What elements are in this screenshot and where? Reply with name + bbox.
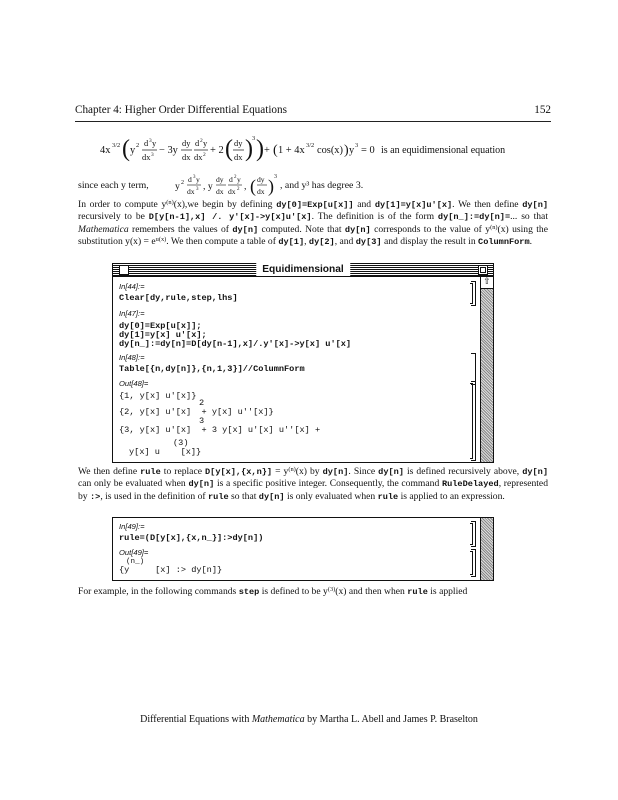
text-span: (x),we begin by defining [173, 199, 273, 210]
text-span: . We then define [452, 199, 519, 210]
text-span: . [529, 236, 533, 248]
text-span: corresponds to the value of y [374, 223, 491, 235]
text-span: In order to compute y [78, 199, 167, 210]
svg-text:− 3y: − 3y [159, 145, 178, 156]
input-code[interactable]: dy[1]=y[x] u'[x]; [119, 330, 207, 340]
notebook-content[interactable] [113, 518, 493, 580]
svg-text:d: d [144, 139, 149, 148]
svg-text:dx: dx [228, 187, 236, 196]
text-span: We then define [78, 466, 138, 477]
window-title: Equidimensional [256, 263, 350, 276]
svg-text:(: ( [225, 136, 233, 162]
text-span: = y [275, 466, 289, 477]
page-number: 152 [534, 104, 551, 116]
svg-text:2: 2 [234, 175, 237, 180]
svg-text:dx: dx [187, 187, 195, 196]
degree-terms [175, 172, 293, 198]
svg-text:+: + [264, 145, 270, 156]
output-line: {2, y[x] u'[x] + y[x] u''[x]} [119, 407, 274, 417]
vertical-scrollbar[interactable] [480, 277, 493, 462]
svg-text:3: 3 [355, 142, 359, 149]
svg-text:1 + 4x: 1 + 4x [278, 145, 305, 156]
svg-text:): ) [344, 143, 349, 158]
code-span: dy[n] [322, 467, 349, 477]
display-equation [100, 128, 530, 172]
text-span: can only be evaluated when [78, 478, 186, 490]
text-sup: u(x) [155, 236, 167, 244]
input-code[interactable]: dy[n_]:=dy[n]=D[dy[n-1],x]/.y'[x]->y[x] u'[x] [119, 339, 352, 349]
svg-text:(: ( [250, 176, 256, 196]
code-span: ColumnForm [478, 237, 530, 248]
svg-text:): ) [245, 136, 253, 162]
svg-text:+ 2: + 2 [210, 145, 224, 156]
window-titlebar[interactable] [113, 264, 493, 277]
output-exponent: (n_) [126, 558, 145, 566]
text-span: (x) by [295, 466, 320, 477]
since-prefix: since each y term, [78, 180, 149, 191]
svg-text:= 0: = 0 [361, 145, 375, 156]
paragraph-2 [78, 466, 548, 503]
output-line: {3, y[x] u'[x] + 3 y[x] u'[x] u''[x] + [119, 425, 321, 435]
code-span: dy[n] [522, 200, 549, 210]
svg-text:dx: dx [194, 153, 203, 162]
svg-text:cos(x): cos(x) [317, 145, 343, 156]
text-span: is defined recursively above, [407, 466, 520, 477]
output-exponent: (3) [173, 438, 189, 448]
text-span: is applied [430, 586, 468, 597]
input-code[interactable]: Table[{n,dy[n]},{n,1,3}]//ColumnForm [119, 364, 305, 374]
svg-text:d: d [229, 175, 233, 184]
svg-text:dx: dx [216, 187, 224, 196]
text-span: , represented by [78, 478, 548, 502]
svg-text:y: y [349, 145, 355, 156]
svg-text:d: d [195, 139, 200, 148]
svg-text:3: 3 [252, 135, 256, 142]
cell-bracket[interactable] [471, 521, 476, 547]
text-sup: (n) [288, 466, 296, 473]
svg-text:dy: dy [182, 139, 191, 148]
text-span: so that [231, 490, 257, 502]
code-span: rule [377, 491, 399, 502]
code-span: dy[0]=Exp[u[x]] [276, 200, 354, 210]
input-label: In[47]:= [119, 309, 145, 318]
code-span: rule [140, 467, 161, 477]
svg-text:3/2: 3/2 [112, 142, 121, 149]
output-line: {y [x] :> dy[n]} [119, 565, 223, 575]
text-span: . We then compute a table of [166, 236, 276, 248]
svg-text:y: y [152, 139, 157, 148]
input-label: In[44]:= [119, 282, 145, 291]
svg-text:3/2: 3/2 [306, 142, 315, 149]
code-span: D[y[x],{x,n}] [205, 467, 273, 477]
svg-text:2: 2 [203, 152, 206, 158]
output-label: Out[49]= [119, 548, 149, 557]
svg-text:y: y [196, 175, 200, 184]
text-span: recursively to be [78, 211, 145, 223]
code-span: D[y[n-1],x] /. y'[x]->y[x]u'[x] [148, 212, 312, 223]
code-span: dy[n] [232, 224, 259, 235]
svg-text:,: , [244, 181, 247, 192]
text-span: is only evaluated when [286, 490, 376, 502]
paragraph-1: In order to compute $y^{(n)}(x),we$ begin by defining dy[0]=Exp[u[x]] and dy[1]=y[x]u'[x]. We then define dy[n] recursively to be D[y[n-1],x] /. y'[x]->y[x]u'[x]. The definition is of the form dy[n_]:=dy[n]=... so that Mathematica remembers the values of dy[n] computed. Note that dy[n] corresponds to the value of $y^{(n)}(x)$ using the substitution $y(x) = e^{u(x)}$. We then compute a table of dy[1], dy[2], and dy[3] and display the result in ColumnForm. [78, 199, 549, 248]
svg-text:dx: dx [182, 153, 191, 162]
output-line: {1, y[x] u'[x]} [119, 391, 197, 401]
cell-bracket[interactable] [471, 281, 476, 306]
code-span: dy[n] [378, 467, 404, 477]
footer-italic: Mathematica [251, 714, 305, 725]
svg-text:2: 2 [200, 138, 203, 144]
svg-text:dy: dy [257, 175, 265, 184]
code-span: dy[n_]:=dy[n]= [437, 212, 511, 223]
text-span: , is used in the definition of [100, 490, 206, 502]
svg-text:3: 3 [149, 138, 152, 144]
page-footer [0, 714, 618, 725]
notebook-window-2[interactable] [112, 517, 494, 581]
text-span: is a specific positive integer. Consequently, the command [216, 478, 440, 490]
input-code[interactable]: Clear[dy,rule,step,lhs] [119, 293, 238, 303]
svg-text:y: y [130, 145, 136, 156]
svg-text:2: 2 [181, 180, 184, 186]
footer-text: by Martha L. Abell and James P. Braselton [307, 714, 478, 725]
text-sup: (n) [490, 223, 498, 231]
svg-text:2: 2 [136, 142, 140, 149]
footer-text: Differential Equations with [140, 714, 250, 725]
text-span: and [357, 199, 372, 210]
output-exponent: 2 [199, 398, 205, 408]
input-label: In[49]:= [119, 522, 145, 531]
code-span: dy[n] [522, 467, 548, 477]
svg-text:dx: dx [257, 187, 265, 196]
text-span: . The definition is of the form [311, 211, 435, 223]
text-span: (x) and then when [335, 586, 405, 597]
running-header [75, 104, 551, 116]
svg-text:dx: dx [234, 153, 243, 162]
svg-text:y: y [175, 181, 180, 192]
code-span: step [238, 587, 260, 597]
svg-text:(: ( [273, 143, 278, 158]
text-span: to replace [163, 466, 202, 477]
code-span: dy[1] [278, 237, 305, 248]
text-span: is defined to be y [261, 586, 328, 597]
text-sup: (3) [327, 586, 336, 593]
close-box-icon[interactable] [119, 265, 129, 275]
text-span: For example, in the following commands [78, 586, 237, 597]
svg-text:d: d [188, 175, 192, 184]
input-label: In[48]:= [119, 353, 145, 362]
notebook-content[interactable] [113, 277, 493, 462]
zoom-box-icon[interactable] [478, 265, 488, 275]
svg-text:dy: dy [234, 139, 243, 148]
text-italic: Mathematica [78, 223, 129, 235]
text-span: remembers the values of [132, 223, 229, 235]
svg-text:3: 3 [196, 187, 199, 192]
input-code[interactable]: dy[0]=Exp[u[x]]; [119, 321, 202, 331]
text-span: is applied to an expression. [400, 490, 505, 502]
vertical-scrollbar[interactable] [480, 518, 493, 580]
svg-text:3: 3 [151, 152, 154, 158]
svg-text:3: 3 [193, 175, 196, 180]
code-span: dy[n] [344, 224, 371, 235]
text-span: , and [334, 236, 354, 248]
text-sup: (n) [166, 199, 174, 206]
svg-text:(: ( [122, 136, 130, 162]
text-span: (x) using the substitution y(x) = e [78, 223, 548, 248]
code-span: RuleDelayed [441, 479, 499, 490]
svg-text:2: 2 [237, 187, 240, 192]
output-label: Out[48]= [119, 379, 149, 388]
svg-text:, y: , y [203, 181, 213, 192]
cell-bracket[interactable] [471, 381, 476, 461]
text-span: computed. Note that [261, 223, 342, 235]
svg-text:): ) [256, 136, 264, 162]
code-span: rule [407, 587, 428, 597]
code-span: dy[n] [258, 491, 285, 502]
svg-text:): ) [268, 176, 274, 196]
text-span: and display the result in [383, 236, 476, 248]
output-exponent: 3 [199, 416, 205, 426]
scroll-up-arrow-icon[interactable]: ⇧ [481, 277, 493, 289]
input-code[interactable]: rule=(D[y[x],{x,n_}]:>dy[n]) [119, 533, 264, 543]
text-span: ... so that [510, 211, 548, 223]
code-span: dy[2] [308, 237, 335, 248]
cell-bracket[interactable] [471, 549, 476, 577]
since-line [78, 172, 548, 198]
header-rule [75, 121, 551, 122]
code-span: :> [90, 491, 101, 502]
since-suffix: , and y³ has degree 3. [280, 180, 364, 191]
svg-text:y: y [203, 139, 208, 148]
svg-text:dy: dy [216, 175, 224, 184]
svg-text:4x: 4x [100, 145, 111, 156]
svg-text:3: 3 [274, 174, 277, 180]
notebook-window[interactable] [112, 263, 494, 463]
code-span: rule [208, 491, 229, 502]
svg-text:dx: dx [142, 153, 151, 162]
paragraph-3 [78, 586, 548, 598]
text-span: . Since [348, 466, 376, 477]
svg-text:y: y [237, 175, 241, 184]
code-span: dy[3] [355, 237, 382, 248]
chapter-title: Chapter 4: Higher Order Differential Equations [75, 104, 287, 116]
code-span: dy[n] [188, 479, 215, 490]
output-line: y[x] u [x]} [129, 447, 202, 457]
equation-tail: is an equidimensional equation [381, 145, 506, 156]
code-span: dy[1]=y[x]u'[x] [374, 200, 453, 210]
